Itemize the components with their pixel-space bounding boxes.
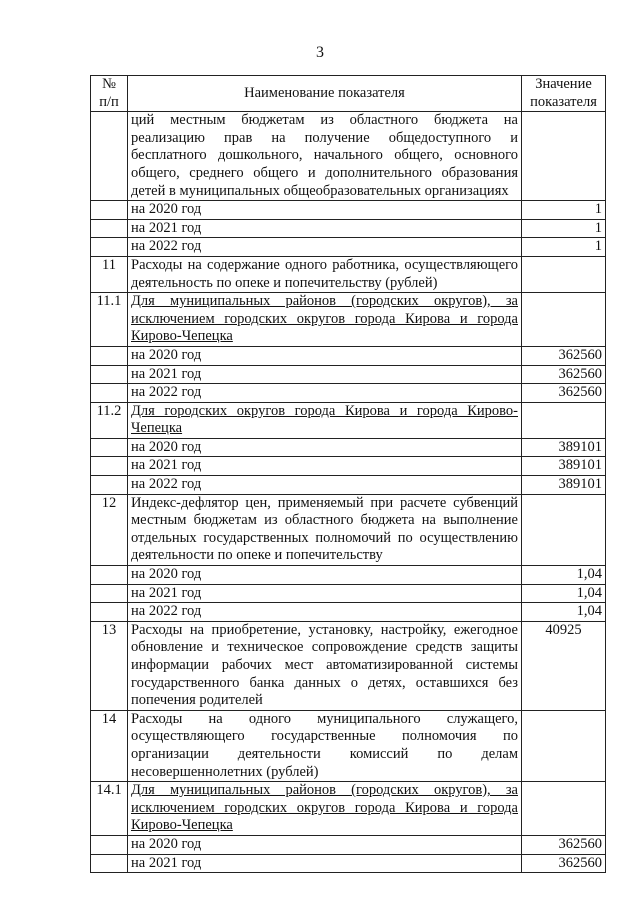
row-number: [91, 854, 128, 873]
table-row: [91, 112, 606, 201]
table-header-row: [91, 76, 606, 112]
row-number: [91, 201, 128, 220]
row-name: Для муниципальных районов (городских округов), за исключением городских округов города Кирова и города Кирово-Чепецка: [128, 782, 522, 836]
row-number: [91, 112, 128, 201]
row-name: на 2022 год: [128, 603, 522, 622]
header-number-line1: №: [102, 76, 116, 92]
table-row: [91, 346, 606, 365]
row-number: [91, 566, 128, 585]
table-row: [91, 219, 606, 238]
table-row: [91, 710, 606, 781]
row-name: ций местным бюджетам из областного бюджета на реализацию прав на получение общедоступного и бесплатного дошкольного, начального общего, основного общего, среднего общего и дополнительного образования детей в муниципальных общеобразовательных организациях: [128, 112, 522, 201]
table-row: [91, 854, 606, 873]
table-row: [91, 402, 606, 438]
row-value: 389101: [522, 438, 606, 457]
row-value: [522, 112, 606, 201]
row-name: Расходы на приобретение, установку, настройку, ежегодное обновление и техническое сопровождение средств защиты информации рабочих мест автоматизированной системы государственного банка данных о детях, оставшихся без попечения родителей: [128, 621, 522, 710]
row-value: 1: [522, 219, 606, 238]
row-value: [522, 402, 606, 438]
row-name: на 2020 год: [128, 566, 522, 585]
row-number: 13: [91, 621, 128, 710]
table-row: [91, 365, 606, 384]
row-number: 14: [91, 710, 128, 781]
row-number: 11: [91, 256, 128, 292]
table-row: [91, 603, 606, 622]
table-row: [91, 584, 606, 603]
table-row: [91, 835, 606, 854]
row-name: на 2020 год: [128, 438, 522, 457]
header-name: [128, 76, 522, 112]
row-number: [91, 603, 128, 622]
table-row: [91, 566, 606, 585]
row-number: 11.1: [91, 293, 128, 347]
row-value: [522, 256, 606, 292]
row-value: 362560: [522, 835, 606, 854]
indicators-table: [90, 75, 606, 873]
row-name: на 2022 год: [128, 476, 522, 495]
row-value: 362560: [522, 365, 606, 384]
row-value: 1,04: [522, 603, 606, 622]
row-value: 1,04: [522, 584, 606, 603]
row-number: 11.2: [91, 402, 128, 438]
row-value: [522, 710, 606, 781]
row-value: 1: [522, 201, 606, 220]
row-name: на 2020 год: [128, 835, 522, 854]
row-name: на 2022 год: [128, 384, 522, 403]
row-value: 362560: [522, 346, 606, 365]
row-number: [91, 384, 128, 403]
table-row: [91, 201, 606, 220]
row-value: 1,04: [522, 566, 606, 585]
row-name: на 2022 год: [128, 238, 522, 257]
table-row: [91, 457, 606, 476]
row-name: на 2020 год: [128, 201, 522, 220]
header-value-line2: показателя: [530, 93, 597, 110]
row-value: 40925: [522, 621, 606, 710]
table-row: [91, 256, 606, 292]
row-value: 1: [522, 238, 606, 257]
row-name: на 2021 год: [128, 365, 522, 384]
header-value: [522, 76, 606, 112]
table-row: [91, 782, 606, 836]
table-row: [91, 238, 606, 257]
row-number: [91, 835, 128, 854]
row-number: [91, 238, 128, 257]
row-name: на 2021 год: [128, 584, 522, 603]
row-name: на 2021 год: [128, 457, 522, 476]
row-value: 389101: [522, 476, 606, 495]
row-number: [91, 584, 128, 603]
row-name: Расходы на одного муниципального служащего, осуществляющего государственные полномочия по организации деятельности комиссий по делам несовершеннолетних (рублей): [128, 710, 522, 781]
row-name: Для городских округов города Кирова и города Кирово-Чепецка: [128, 402, 522, 438]
row-name: Индекс-дефлятор цен, применяемый при расчете субвенций местным бюджетам из областного бюджета на выполнение отдельных государственных полномочий по осуществлению деятельности по опеке и попечительству: [128, 494, 522, 565]
row-value: [522, 293, 606, 347]
header-name-text: Наименование показателя: [244, 84, 405, 101]
row-number: [91, 476, 128, 495]
row-number: 12: [91, 494, 128, 565]
table-row: [91, 476, 606, 495]
row-name: на 2021 год: [128, 219, 522, 238]
row-value: 362560: [522, 384, 606, 403]
table-row: [91, 293, 606, 347]
row-value: 389101: [522, 457, 606, 476]
header-number-line2: п/п: [99, 93, 119, 110]
row-number: [91, 457, 128, 476]
table-row: [91, 621, 606, 710]
row-value: [522, 782, 606, 836]
row-number: [91, 365, 128, 384]
row-name: на 2021 год: [128, 854, 522, 873]
row-number: [91, 346, 128, 365]
table-row: [91, 438, 606, 457]
row-name: на 2020 год: [128, 346, 522, 365]
header-number: [91, 76, 128, 112]
page-number: 3: [316, 44, 324, 61]
row-value: [522, 494, 606, 565]
row-value: 362560: [522, 854, 606, 873]
row-name: Расходы на содержание одного работника, осуществляющего деятельность по опеке и попечительству (рублей): [128, 256, 522, 292]
row-number: [91, 438, 128, 457]
table-row: [91, 494, 606, 565]
row-number: 14.1: [91, 782, 128, 836]
header-value-line1: Значение: [535, 76, 592, 92]
table-row: [91, 384, 606, 403]
row-number: [91, 219, 128, 238]
row-name: Для муниципальных районов (городских округов), за исключением городских округов города Кирова и города Кирово-Чепецка: [128, 293, 522, 347]
